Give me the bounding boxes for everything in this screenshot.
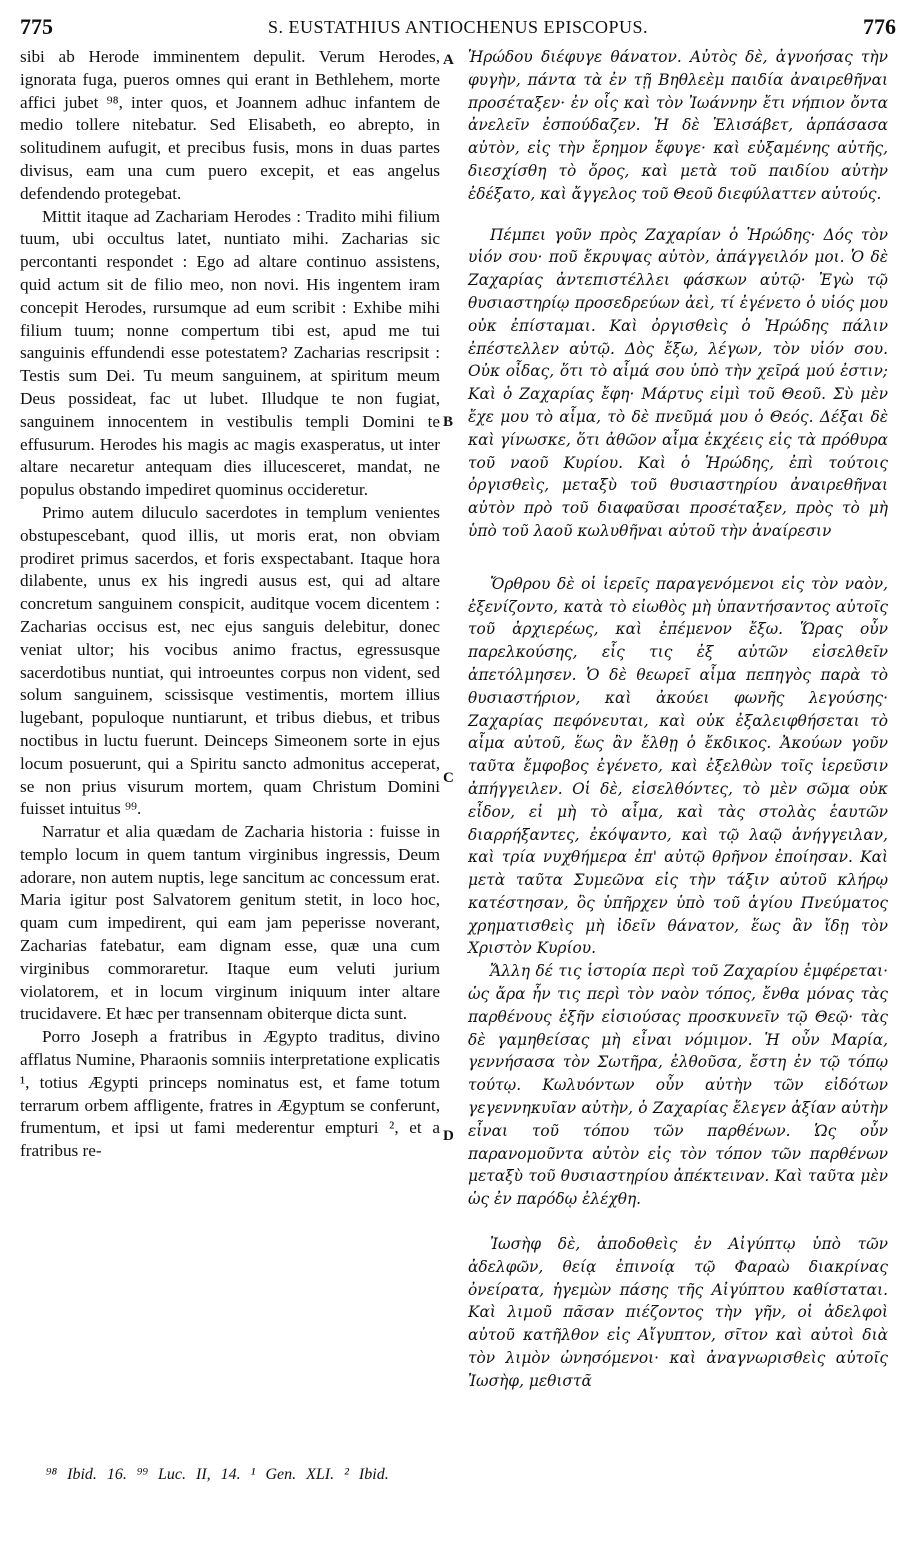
greek-paragraph-3: Ὄρθρου δὲ οἱ ἱερεῖς παραγενόμενοι εἰς τὸν ναὸν, ἐξενίζοντο, κατὰ τὸ εἰωθὸς μὴ ὑπαντήσαντος αὐτοῖς τοῦ ἀρχιερέως, καὶ ἐπέμενον ἔξω. Ὥρας οὖν παρελκούσης, εἷς τις ἐξ αὐτῶν εἰσελθεῖν ἀπετόλμησεν. Ὁ δὲ θεωρεῖ αἷμα πεπηγὸς παρὰ τὸ θυσιαστήριον, καὶ ἀκούει φωνῆς λεγούσης· Ζαχαρίας πεφόνευται, καὶ οὐκ ἐξαλειφθήσεται τὸ αἷμα αὐτοῦ, ἕως ἂν ἔλθῃ ὁ ἔκδικος. Ἀκούων γοῦν ταῦτα ἔμφοβος ἐγένετο, καὶ ἐξελθὼν τοῖς ἱερεῦσιν ἀπήγγειλεν. Οἱ δὲ, εἰσελθόντες, τὸ μὲν σῶμα οὐκ εἶδον, εἰ μὴ τὸ αἷμα, καὶ τὰς στολὰς ἑαυτῶν διαρρήξαντες, ἐκόψαντο, καὶ τῷ λαῷ ἀνήγγειλαν, καὶ τρία νυχθήμερα ἐπ' αὐτῷ θρῆνον ἐποίησαν. Καὶ μετὰ ταῦτα Συμεῶνα εἰς τὴν τάξιν αὐτοῦ κλήρῳ κατέστησαν, ὃς ὑπῆρχεν ὑπὸ τοῦ ἁγίου Πνεύματος χρηματισθεὶς μὴ ἰδεῖν θάνατον, ἕως ἂν ἴδῃ τὸν Χριστὸν Κυρίου. xyxy=(468,574,888,958)
page-header xyxy=(20,14,896,44)
latin-column xyxy=(20,46,440,1163)
section-marker-b: B xyxy=(443,414,454,430)
section-marker-c: C xyxy=(443,770,454,786)
greek-paragraph-4: Ἄλλη δέ τις ἱστορία περὶ τοῦ Ζαχαρίου ἐμφέρεται· ὡς ἄρα ἦν τις περὶ τὸν ναὸν τόπος, ἔνθα μόνας τὰς παρθένους ἐξῆν εἰσιούσας προσκυνεῖν τῷ Θεῷ· τὰς δὲ γαμηθείσας μὴ εἶναι νόμιμον. Ἡ οὖν Μαρία, γεννήσασα τὸν Σωτῆρα, ἐλθοῦσα, ἔστη ἐν τῷ τόπῳ τούτῳ. Κωλυόντων οὖν αὐτὴν τῶν εἰδότων γεγεννηκυῖαν αὐτὴν, ὁ Ζαχαρίας ἔλεγεν ἀξίαν αὐτὴν εἶναι τοῦ τόπου τῶν παρθένων. Ὡς οὖν παρανομοῦντα αὐτὸν εἰς τὸν τόπον τῶν παρθένων μεταξὺ τοῦ θυσιαστηρίου ἀπέκτειναν. Καὶ ταῦτα μὲν ὡς ἐν παρόδῳ ἐλέχθη. xyxy=(468,962,888,1209)
section-marker-a: A xyxy=(443,52,454,68)
latin-paragraph-3: Primo autem diluculo sacerdotes in templum venientes obstupescebant, quod illis, ut moris erat, non obviam prodiret primus sacerdos, et foris exspectabant. Itaque hora dilabente, unus ex his ingredi ausus est, qui ad altare concretum sanguinem conspicit, auditque vocem dicentem : Zacharias occisus est, nec ejus sanguis delebitur, donec veniat ultor; his vocibus animo fractus, egressusque sacerdotibus nuntiat, qui introeuntes corpus non vident, sed solum sanguinem, scissisque vestimentis, mortem illius lugebant, populoque nuntiarunt, et tribus diebus, et tribus noctibus in luctu fuerunt. Deinceps Simeonem sorte in ejus locum posuerunt, qui a Spiritu sancto admonitus acceperat, se non prius visurum mortem, quam Christum Domini fuisset intuitus ⁹⁹. xyxy=(20,502,440,819)
page-number-right: 776 xyxy=(863,14,896,39)
latin-paragraph-1: sibi ab Herode imminentem depulit. Verum Herodes, ignorata fuga, pueros omnes qui erant in Bethlehem, morte affici jubet ⁹⁸, inter quos, et Joannem adhuc infantem de medio tollere nitebatur. Sed Elisabeth, eo abrepto, in solitudinem aufugit, et precibus fusis, mons in duas partes divisus, eam una cum puero excepit, et eas angelus defendendo protegebat. xyxy=(20,47,440,203)
section-marker-d: D xyxy=(443,1128,454,1144)
page-number-left: 775 xyxy=(20,14,53,39)
greek-column xyxy=(468,46,888,1393)
latin-paragraph-4: Narratur et alia quædam de Zacharia historia : fuisse in templo locum in quem tantum virginibus ingressis, Deum adorare, non autem nuptis, lege sancitum ac concessum erat. Maria igitur post Salvatorem genitum stetit, in loco hoc, quam cum impedirent, qui eam jam peperisse noverant, Zacharias fatebatur, eam dignam esse, quæ una cum virginibus commoraretur. Itaque eum veluti jurium violatorem, et in locum virginum iniquum inter altare trucidavere. Et hæc per transennam obiterque dicta sunt. xyxy=(20,822,440,1024)
greek-paragraph-1: Ἡρώδου διέφυγε θάνατον. Αὐτὸς δὲ, ἀγνοήσας τὴν φυγὴν, πάντα τὰ ἐν τῇ Βηθλεὲμ παιδία ἀναιρεθῆναι προσέταξεν· ἐν οἷς καὶ τὸν Ἰωάννην ἔτι νήπιον ὄντα ἀνελεῖν ἐσπούδαζεν. Ἡ δὲ Ἐλισάβετ, ἁρπάσασα αὐτὸν, εἰς τὴν ἔρημον ἔφυγε· καὶ εὐξαμένης αὐτῆς, διεσχίσθη τὸ ὄρος, καὶ μετὰ τοῦ παιδίου αὐτὴν ἐδέξατο, καὶ ἄγγελος τοῦ Θεοῦ διεφύλαττεν αὐτούς. xyxy=(468,48,888,203)
running-title: S. EUSTATHIUS ANTIOCHENUS EPISCOPUS. xyxy=(267,17,649,37)
greek-paragraph-5: Ἰωσὴφ δὲ, ἀποδοθεὶς ἐν Αἰγύπτῳ ὑπὸ τῶν ἀδελφῶν, θείᾳ ἐπινοίᾳ τῷ Φαραὼ διακρίνας ὀνείρατα, ἡγεμὼν πάσης τῆς Αἰγύπτου καθίσταται. Καὶ λιμοῦ πᾶσαν πιέζοντος τὴν γῆν, οἱ ἀδελφοὶ αὐτοῦ κατῆλθον εἰς Αἴγυπτον, σῖτον καὶ αὐτοὶ διὰ τὸν λιμὸν ὠνησόμενοι· καὶ ἀναγνωρισθεὶς αὐτοῖς Ἰωσὴφ, μεθιστᾶ xyxy=(468,1235,888,1390)
greek-paragraph-2: Πέμπει γοῦν πρὸς Ζαχαρίαν ὁ Ἡρώδης· Δός τὸν υἱόν σου· ποῦ ἔκρυψας αὐτὸν, ἀπάγγειλόν μοι. Ὁ δὲ Ζαχαρίας ἀντεπιστέλλει φάσκων αὐτῷ· Ἐγὼ τῷ θυσιαστηρίῳ προσεδρεύων ἀεὶ, τί ἐγένετο ὁ υἱός μου οὐκ ἐπίσταμαι. Καὶ ὀργισθεὶς ὁ Ἡρώδης πάλιν ἐπέστελλεν αὐτῷ. Δὸς ἔξω, λέγων, τὸν υἱόν σου. Οὐκ οἶδας, ὅτι τὸ αἷμά σου ὑπὸ τὴν χεῖρά μού ἐστιν; Καὶ ὁ Ζαχαρίας ἔφη· Μάρτυς εἰμὶ τοῦ Θεοῦ. Σὺ μὲν ἔχε μου τὸ αἷμα, τὸ δὲ πνεῦμά μου ὁ Θεός. Δέξαι δὲ καὶ γίνωσκε, ὅτι ἀθῶον αἷμα ἐκχέεις εἰς τὰ πρόθυρα τοῦ ναοῦ Κυρίου. Καὶ ὁ Ἡρώδης, ἐπὶ τούτοις ὀργισθεὶς, μεταξὺ τοῦ θυσιαστηρίου ἀναιρεθῆναι αὐτὸν πρὸ τοῦ διαφαῦσαι προσέταξεν, πρὸς τὸ μὴ ὑπὸ τοῦ λαοῦ κωλυθῆναι αὐτοῦ τὴν ἀναίρεσιν xyxy=(468,225,888,540)
footnotes: ⁹⁸ Ibid. 16. ⁹⁹ Luc. II, 14. ¹ Gen. XLI. ² Ibid. xyxy=(46,1466,389,1483)
latin-paragraph-2: Mittit itaque ad Zachariam Herodes : Tradito mihi filium tuum, ubi occultus latet, nuntiato mihi. Zacharias sic percontanti respondet : Ego ad altare continuo assistens, quid actum sit de filio meo, non novi. His ingentem iram concepit Herodes, rursumque ad eum scribit : Exhibe mihi filium tuum; nonne compertum tibi est, apud me tui sanguinis effundendi esse potestatem? Zacharias rescripsit : Testis sum Dei. Tu meum sanguinem, at spiritum meum Deus possideat, fac ut lubet. Illudque te non fugiat, sanguinem innocentem in vestibulis templi Domini te effusurum. Herodes his magis ac magis exasperatus, ut inter altare necaretur antequam dies illucesceret, mandat, ne populus obstando impediret quominus occideretur. xyxy=(20,206,440,500)
latin-paragraph-5: Porro Joseph a fratribus in Ægypto traditus, divino afflatus Numine, Pharaonis somniis interpretatione explicatis ¹, totius Ægypti princeps nominatus est, et fame totum terrarum orbem affligente, fratres in Ægyptum se conferunt, frumentum, et ipsi ut fami mederentur empturi ², et a fratribus re- xyxy=(20,1027,440,1161)
